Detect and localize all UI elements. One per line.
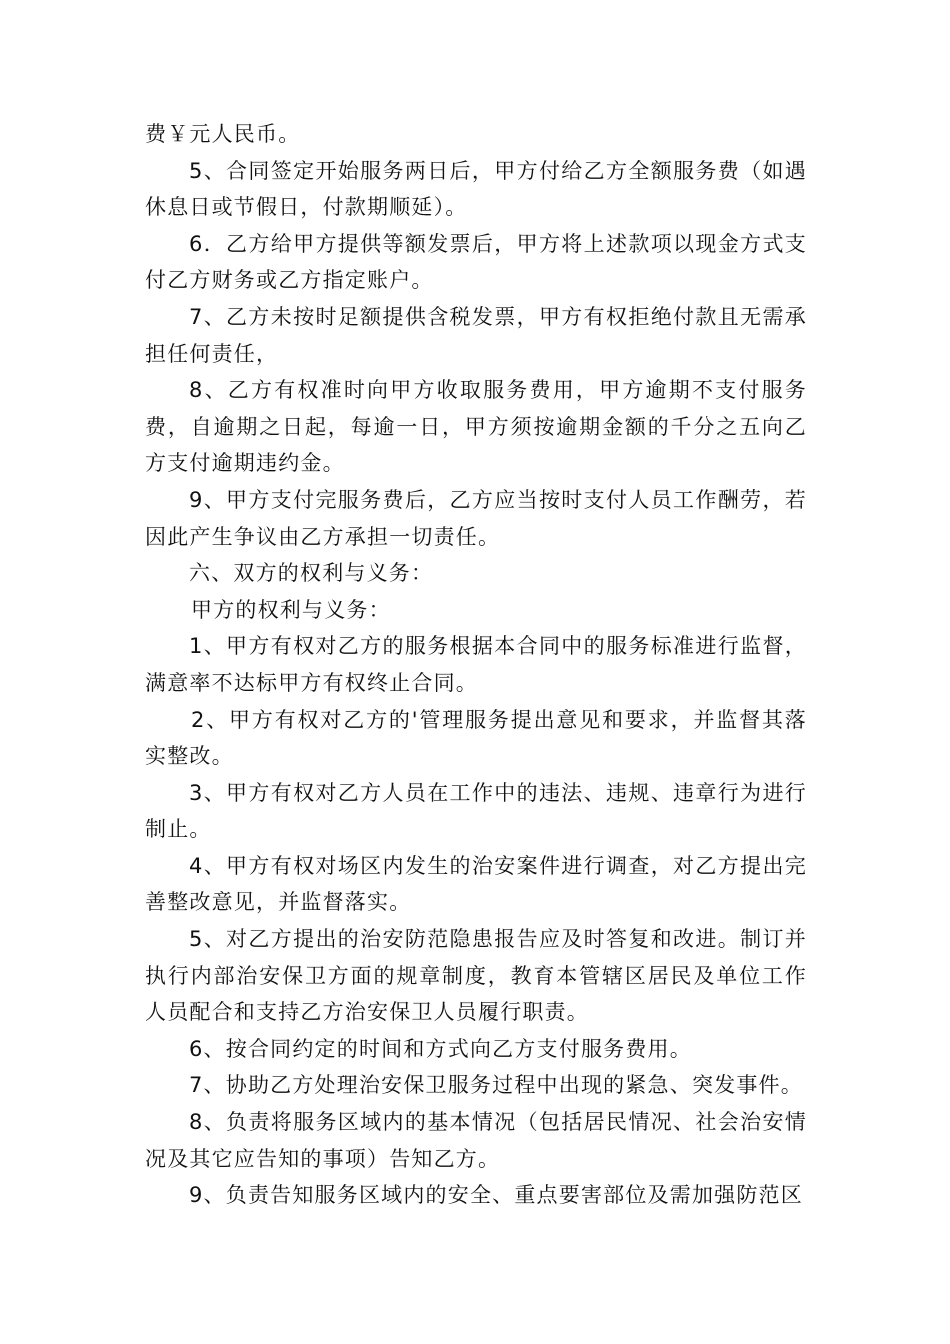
paragraph-late-penalty: 8、乙方有权准时向甲方收取服务费用，甲方逾期不支付服务费，自逾期之日起，每逾一日，甲方须按逾期金额的千分之五向乙方支付逾期违约金。 xyxy=(145,378,807,476)
section-heading-rights-obligations: 六、双方的权利与义务： xyxy=(189,561,434,586)
document-body xyxy=(145,116,807,1214)
paragraph-a-right-2: 2、甲方有权对乙方的'管理服务提出意见和要求，并监督其落实整改。 xyxy=(145,707,807,769)
paragraph-invoice-payment: 6．乙方给甲方提供等额发票后，甲方将上述款项以现金方式支付乙方财务或乙方指定账户。 xyxy=(145,231,807,293)
paragraph-a-right-6: 6、按合同约定的时间和方式向乙方支付服务费用。 xyxy=(189,1036,692,1061)
paragraph-a-right-9: 9、负责告知服务区域内的安全、重点要害部位及需加强防范区 xyxy=(189,1183,803,1208)
paragraph-staff-pay: 9、甲方支付完服务费后，乙方应当按时支付人员工作酬劳，若因此产生争议由乙方承担一切责任。 xyxy=(145,487,807,549)
paragraph-a-right-1: 1、甲方有权对乙方的服务根据本合同中的服务标准进行监督，满意率不达标甲方有权终止合同。 xyxy=(145,634,807,695)
paragraph-tax-invoice: 7、乙方未按时足额提供含税发票，甲方有权拒绝付款且无需承担任何责任， xyxy=(145,304,807,366)
subheading-party-a-rights: 甲方的权利与义务： xyxy=(191,597,391,622)
paragraph-payment-timing: 5、合同签定开始服务两日后，甲方付给乙方全额服务费（如遇休息日或节假日，付款期顺延）。 xyxy=(145,158,807,220)
paragraph-a-right-3: 3、甲方有权对乙方人员在工作中的违法、违规、违章行为进行制止。 xyxy=(145,780,807,842)
paragraph-a-right-4: 4、甲方有权对场区内发生的治安案件进行调查，对乙方提出完善整改意见，并监督落实。 xyxy=(145,853,807,915)
paragraph-fee-amount: 费￥元人民币。 xyxy=(145,122,301,146)
paragraph-a-right-7: 7、协助乙方处理治安保卫服务过程中出现的紧急、突发事件。 xyxy=(189,1073,803,1098)
paragraph-a-right-5: 5、对乙方提出的治安防范隐患报告应及时答复和改进。制订并执行内部治安保卫方面的规章制度，教育本管辖区居民及单位工作人员配合和支持乙方治安保卫人员履行职责。 xyxy=(145,927,807,1025)
paragraph-a-right-8: 8、负责将服务区域内的基本情况（包括居民情况、社会治安情况及其它应告知的事项）告知乙方。 xyxy=(145,1110,807,1171)
